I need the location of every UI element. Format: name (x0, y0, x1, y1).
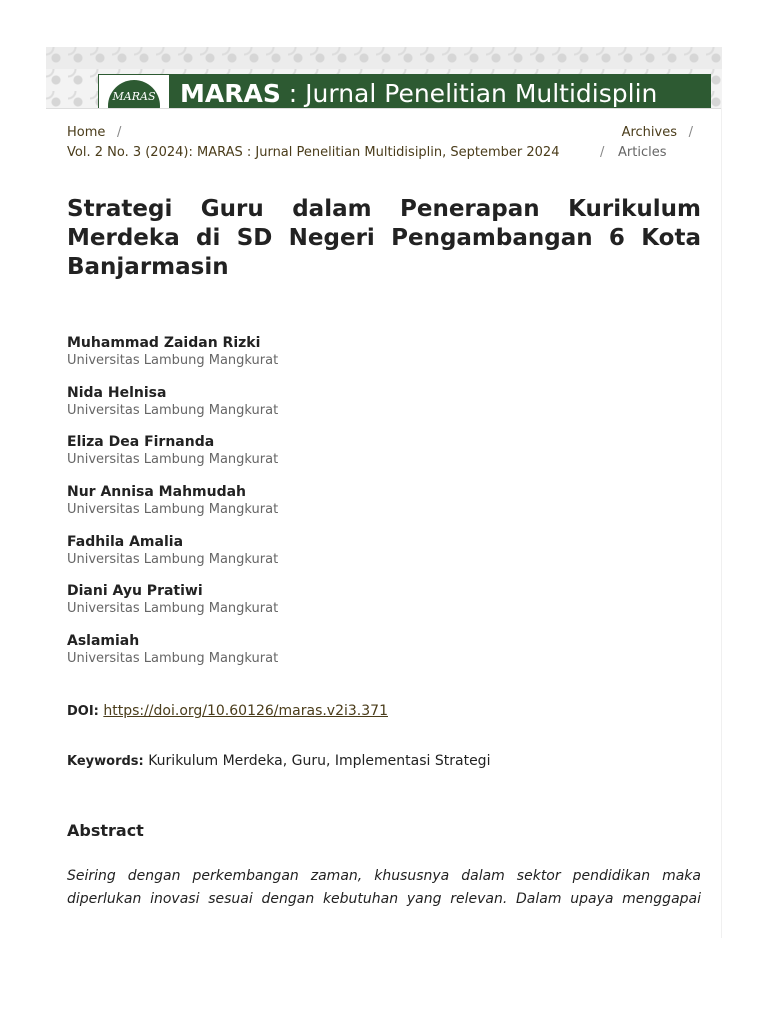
header-pattern (46, 47, 722, 69)
content-border (721, 108, 722, 938)
abstract-text: Seiring dengan perkembangan zaman, khususnya dalam sektor pendidikan maka diperlukan inovasi sesuai dengan kebutuhan yang relevan. Dalam upaya menggapai (67, 868, 701, 907)
journal-header-banner[interactable] (98, 74, 711, 109)
author-affiliation: Universitas Lambung Mangkurat (67, 651, 279, 667)
breadcrumb-separator: / (117, 125, 122, 140)
author-affiliation: Universitas Lambung Mangkurat (67, 452, 279, 468)
breadcrumb-home-link[interactable]: Home (67, 125, 106, 140)
keywords-label: Keywords: (67, 754, 144, 769)
article-title: Strategi Guru dalam Penerapan Kurikulum Merdeka di SD Negeri Pengambangan 6 Kota Banjarmasin (67, 196, 701, 280)
doi-row (67, 703, 388, 719)
author-item (67, 384, 701, 434)
author-affiliation: Universitas Lambung Mangkurat (67, 551, 279, 567)
author-affiliation: Universitas Lambung Mangkurat (67, 353, 279, 368)
keywords-row (67, 753, 490, 769)
journal-logo[interactable] (98, 74, 170, 109)
doi-label: DOI: (67, 704, 99, 719)
author-item (67, 533, 701, 583)
author-item (67, 334, 701, 384)
author-name: Fadhila Amalia (67, 533, 184, 550)
breadcrumb-separator: / (600, 145, 605, 160)
article-content (67, 109, 701, 907)
breadcrumb-archives-link[interactable]: Archives (621, 125, 677, 140)
doi-link[interactable]: https://doi.org/10.60126/maras.v2i3.371 (103, 703, 388, 719)
keywords-value: Kurikulum Merdeka, Guru, Implementasi Strategi (148, 753, 491, 769)
author-affiliation: Universitas Lambung Mangkurat (67, 601, 279, 617)
breadcrumb (67, 109, 701, 169)
author-name: Diani Ayu Pratiwi (67, 583, 203, 600)
journal-title-bold: MARAS (180, 79, 281, 108)
abstract-heading: Abstract (67, 821, 144, 840)
author-name: Nur Annisa Mahmudah (67, 484, 247, 501)
author-name: Muhammad Zaidan Rizki (67, 335, 261, 351)
author-item (67, 433, 701, 483)
author-affiliation: Universitas Lambung Mangkurat (67, 402, 279, 418)
author-item (67, 632, 701, 682)
journal-title-rest: : Jurnal Penelitian Multidisplin (280, 79, 658, 108)
breadcrumb-separator: / (688, 125, 693, 140)
breadcrumb-current: Articles (618, 145, 667, 160)
author-affiliation: Universitas Lambung Mangkurat (67, 502, 279, 518)
author-name: Nida Helnisa (67, 384, 167, 401)
breadcrumb-issue-link[interactable]: Vol. 2 No. 3 (2024): MARAS : Jurnal Penelitian Multidisiplin, September 2024 (67, 145, 560, 160)
logo-text: MARAS (112, 90, 156, 103)
author-name: Aslamiah (67, 633, 140, 650)
author-item (67, 483, 701, 533)
author-list (67, 334, 701, 682)
author-name: Eliza Dea Firnanda (67, 434, 215, 451)
journal-title (180, 76, 657, 109)
author-item (67, 582, 701, 632)
